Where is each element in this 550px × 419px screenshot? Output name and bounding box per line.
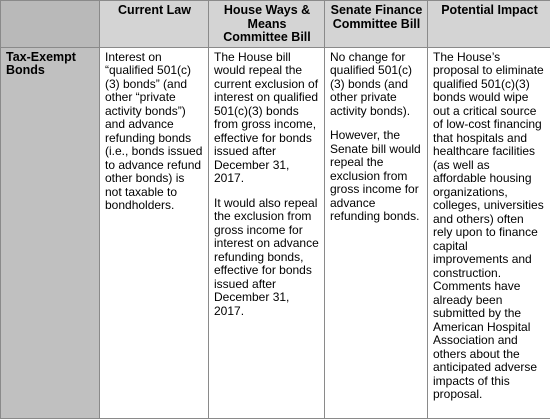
- header-current-law: Current Law: [100, 1, 209, 48]
- header-potential-impact: Potential Impact: [428, 1, 550, 48]
- cell-house-bill: [209, 47, 325, 419]
- cell-paragraph: It would also repeal the exclusion from gross income for interest on advance refunding bonds, effective for bonds issued after December 31, 2017.: [214, 195, 319, 318]
- cell-paragraph: However, the Senate bill would repeal the exclusion from gross income for advance refunding bonds.: [330, 128, 421, 223]
- table-row: [1, 47, 550, 419]
- header-row: [1, 1, 550, 48]
- row-label-tax-exempt-bonds: Tax-Exempt Bonds: [1, 47, 100, 419]
- header-house-bill: House Ways & Means Committee Bill: [209, 1, 325, 48]
- table-body: [1, 47, 550, 419]
- cell-paragraph: Interest on “qualified 501(c)(3) bonds” (and other “private activity bonds”) and advance refunding bonds (i.e., bonds issued to advance refund other bonds) is not taxable to bondholders.: [105, 49, 203, 212]
- cell-potential-impact: [428, 47, 550, 419]
- table-header: [1, 1, 550, 48]
- cell-paragraph: The House bill would repeal the current exclusion of interest on qualified 501(c)(3) bonds from gross income, effective for bonds issued after December 31, 2017.: [214, 49, 319, 185]
- cell-current-law: [100, 47, 209, 419]
- header-senate-bill: Senate Finance Committee Bill: [325, 1, 428, 48]
- header-corner-cell: [1, 1, 100, 48]
- cell-paragraph: No change for qualified 501(c)(3) bonds (and other private activity bonds).: [330, 49, 413, 118]
- cell-senate-bill: [325, 47, 428, 419]
- cell-paragraph: The House’s proposal to eliminate qualified 501(c)(3) bonds would wipe out a critical source of low-cost financing that hospitals and healthcare facilities (as well as affordable housing organizations, colleges, universities and others) often rely upon to finance capital improvements and construction. Comments have already been submitted by the American Hospital Association and others about the anticipated adverse impacts of this proposal.: [433, 49, 544, 401]
